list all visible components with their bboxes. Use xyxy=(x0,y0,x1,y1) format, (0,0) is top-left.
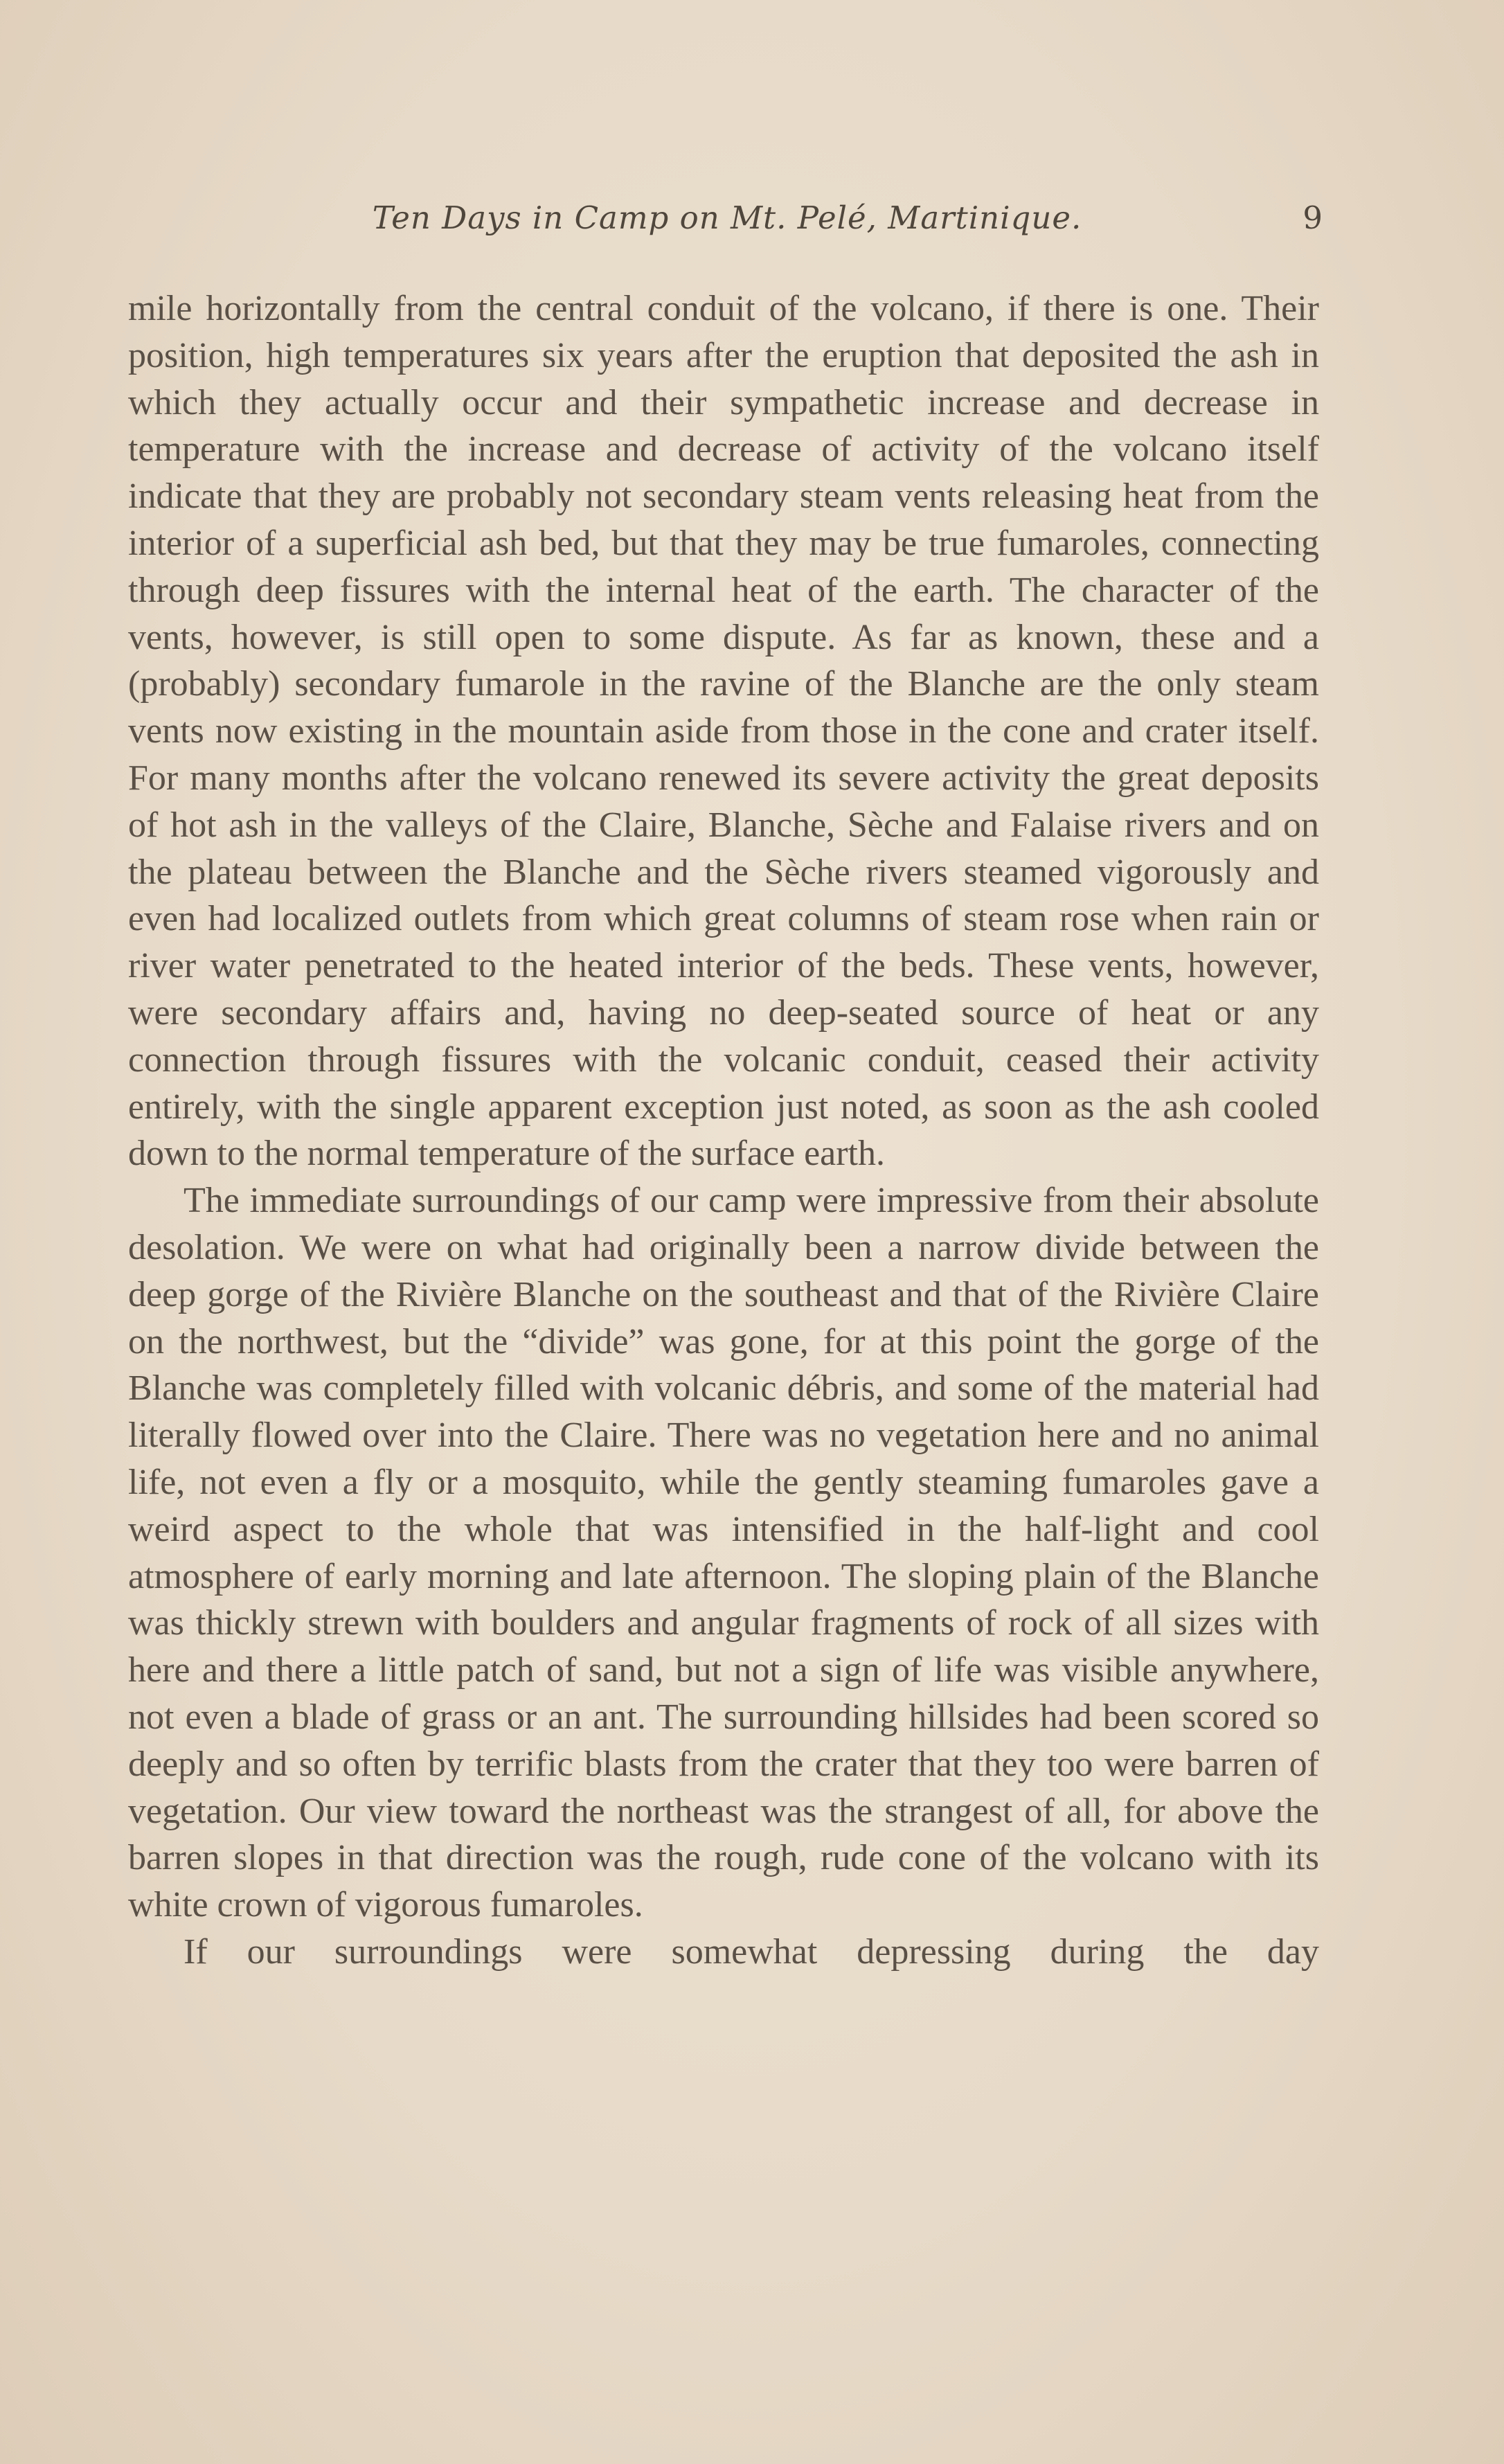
body-text xyxy=(128,285,1319,1976)
paragraph-camp-surroundings: The immediate surroundings of our camp were impressive from their absolute desolation. We were on what had originally been a narrow divide between the deep gorge of the Rivière Blanche on the southeast and that of the Rivière Claire on the northwest, but the “divide” was gone, for at this point the gorge of the Blanche was completely filled with volcanic débris, and some of the material had literally flowed over into the Claire. There was no vegetation here and no animal life, not even a fly or a mosquito, while the gently steaming fumaroles gave a weird aspect to the whole that was intensified in the half-light and cool atmosphere of early morning and late afternoon. The sloping plain of the Blanche was thickly strewn with boulders and angular fragments of rock of all sizes with here and there a little patch of sand, but not a sign of life was visible anywhere, not even a blade of grass or an ant. The surrounding hillsides had been scored so deeply and so often by terrific blasts from the crater that they too were barren of vegetation. Our view toward the northeast was the strangest of all, for above the barren slopes in that direction was the rough, rude cone of the volcano with its white crown of vigorous fumaroles. xyxy=(128,1181,1319,1925)
page-header xyxy=(132,199,1323,248)
paragraph-depressing-surroundings: If our surroundings were somewhat depressing during the day xyxy=(183,1931,1319,1972)
running-title: Ten Days in Camp on Mt. Pelé, Martinique. xyxy=(372,199,1082,236)
page-number: 9 xyxy=(1302,199,1323,236)
paragraph-continued: mile horizontally from the central conduit of the volcano, if there is one. Their position, high temperatures six years after the eruption that deposited the ash in which they actually occur and their sympathetic increase and decrease in temperature with the increase and decrease of activity of the volcano itself indicate that they are probably not secondary steam vents releasing heat from the interior of a superficial ash bed, but that they may be true fumaroles, connecting through deep fissures with the internal heat of the earth. The character of the vents, however, is still open to some dispute. As far as known, these and a (probably) secondary fumarole in the ravine of the Blanche are the only steam vents now existing in the mountain aside from those in the cone and crater itself. For many months after the volcano renewed its severe activity the great deposits of hot ash in the valleys of the Claire, Blanche, Sèche and Falaise rivers and on the plateau between the Blanche and the Sèche rivers steamed vigorously and even had localized outlets from which great columns of steam rose when rain or river water penetrated to the heated interior of the beds. These vents, however, were secondary affairs and, having no deep-seated source of heat or any connection through fissures with the volcanic conduit, ceased their activity entirely, with the single apparent exception just noted, as soon as the ash cooled down to the normal temperature of the surface earth. xyxy=(128,289,1319,1174)
